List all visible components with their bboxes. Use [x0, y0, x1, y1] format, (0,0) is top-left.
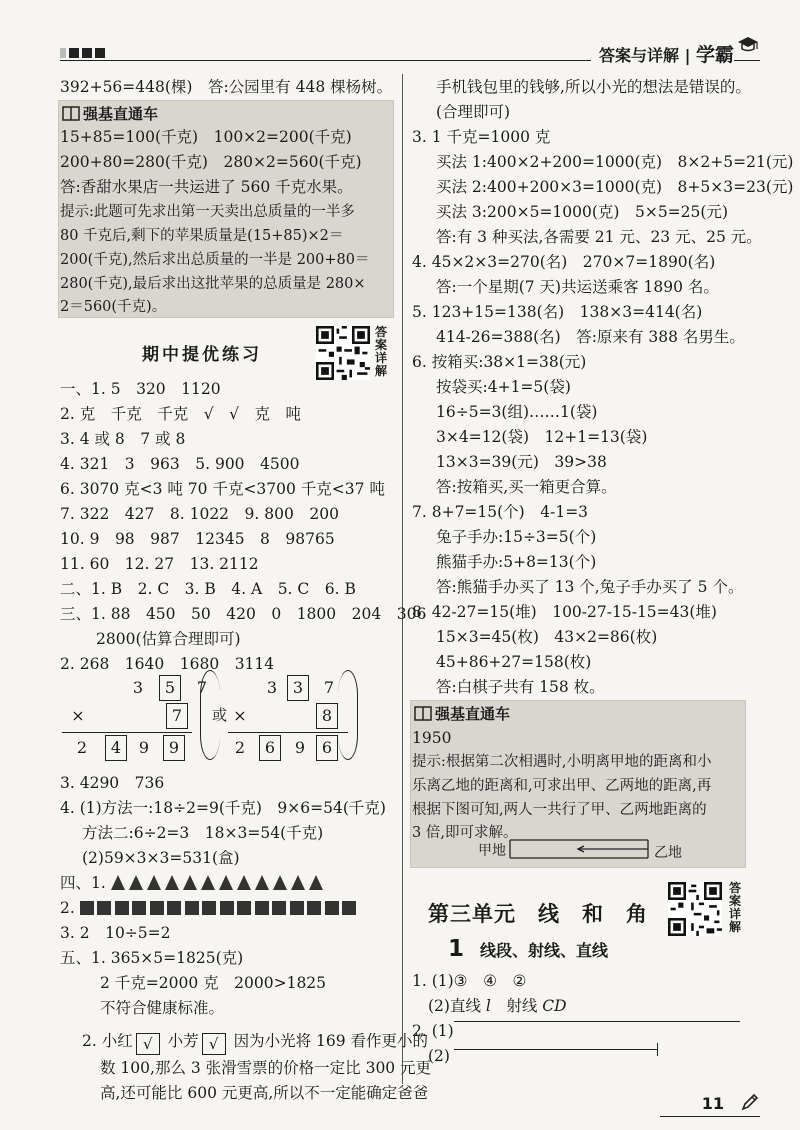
right-line-1: 手机钱包里的钱够,所以小光的想法是错误的。 [436, 78, 751, 96]
right-line-7: 答:有 3 种买法,各需要 21 元、23 元、25 元。 [436, 228, 762, 246]
mult2-result-digit: 9 [294, 738, 306, 757]
square-shape [290, 901, 304, 915]
right-line-22: 8. 42-27=15(堆) 100-27-15-15=43(堆) [412, 603, 717, 621]
square-sequence [80, 899, 360, 917]
left-box-title [62, 103, 158, 124]
mult1-sign: × [71, 706, 85, 725]
check-box-xiaohong: √ [136, 1033, 160, 1055]
right-line-8: 4. 45×2×3=270(名) 270×7=1890(名) [412, 253, 716, 271]
right-line-21: 答:熊猫手办买了 13 个,兔子手办买了 5 个。 [436, 578, 744, 596]
header-brand: 学霸 [695, 44, 734, 66]
triangle-shape [165, 875, 179, 890]
qr-side-label: 答案详解 [728, 881, 741, 934]
square-shape [237, 901, 251, 915]
or-label: 或 [212, 706, 228, 724]
mult2-result-box: 6 [259, 735, 281, 761]
squares-label: 2. [60, 899, 75, 917]
mult2-top-box: 3 [287, 675, 309, 701]
midterm-item-20: 不符合健康标准。 [100, 999, 225, 1017]
right-line-20: 熊猫手办:5+8=13(个) [436, 553, 597, 571]
book-icon [62, 106, 80, 121]
right-line-17: 答:按箱买,买一箱更合算。 [436, 478, 617, 496]
right-line-2: (合理即可) [436, 103, 511, 121]
midterm-item-4: 4. 321 3 963 5. 900 4500 [60, 455, 300, 473]
pencil-icon [740, 1092, 760, 1112]
header-title [591, 40, 734, 67]
shapes-row-squares [60, 897, 360, 919]
triangles-label: 四、1. [60, 874, 106, 892]
lesson-1-title [448, 936, 608, 962]
meeting-route-diagram [508, 836, 658, 862]
header-squares-decoration [60, 48, 105, 58]
q2-prefix: 2. 小红 [82, 1032, 133, 1050]
right-box-title-text: 强基直通车 [435, 705, 511, 723]
square-shape [272, 901, 286, 915]
left-box-line-3: 答:香甜水果店一共运进了 560 千克水果。 [60, 178, 353, 196]
square-shape [202, 901, 216, 915]
square-shape [342, 901, 356, 915]
footer-rule [660, 1116, 760, 1117]
midterm-item-17: 3. 2 10÷5=2 [60, 924, 171, 942]
mult2-result-box: 6 [316, 735, 338, 761]
midterm-item-14: 4. (1)方法一:18÷2=9(千克) 9×6=54(千克) [60, 799, 386, 817]
right-parenthesis [338, 670, 358, 760]
lesson-answer-4: (2) [428, 1047, 450, 1065]
place-b-label: 乙地 [654, 845, 682, 861]
right-box-hint-1: 提示:根据第二次相遇时,小明离甲地的距离和小 [412, 754, 712, 770]
left-box-line-1: 15+85=100(千克) 100×2=200(千克) [60, 128, 352, 146]
square-shape [97, 901, 111, 915]
midterm-item-12: 2. 268 1640 1680 3114 [60, 655, 275, 673]
midterm-item-6: 7. 322 427 8. 1022 9. 800 200 [60, 505, 339, 523]
left-box-line-2: 200+80=280(千克) 280×2=560(千克) [60, 153, 362, 171]
midterm-item-16: (2)59×3×3=531(盒) [82, 849, 240, 867]
question-2-line-1 [82, 1030, 428, 1055]
left-box-hint-1: 提示:此题可先求出第一天卖出总质量的一半多 [60, 204, 355, 220]
right-line-24: 45+86+27=158(枚) [436, 653, 592, 671]
lesson-answer-3: 2. (1) [412, 1022, 454, 1040]
qr-code-icon[interactable] [668, 882, 722, 936]
square-shape [185, 901, 199, 915]
right-box-hint-2: 乐离乙地的距离和,可求出甲、乙两地的距离,再 [412, 778, 712, 794]
square-shape [255, 901, 269, 915]
right-line-4: 买法 1:400×2+200=1000(克) 8×2+5=21(元) [436, 153, 794, 171]
line-name-l: l [485, 997, 491, 1015]
triangle-shape [237, 875, 251, 890]
triangle-sequence [111, 874, 327, 892]
q2-mid: 小芳 [167, 1032, 199, 1050]
right-box-answer: 1950 [412, 729, 452, 747]
triangle-shape [273, 875, 287, 890]
left-box-hint-4: 280(千克),最后求出这批苹果的总质量是 280× [60, 276, 366, 292]
shapes-row-triangles [60, 872, 327, 894]
unit-3-title: 第三单元 线 和 角 [428, 902, 648, 926]
mult1-result-digit: 2 [76, 738, 88, 757]
midterm-item-8: 11. 60 12. 27 13. 2112 [60, 555, 259, 573]
triangle-shape [255, 875, 269, 890]
triangle-shape [219, 875, 233, 890]
midterm-item-7: 10. 9 98 987 12345 8 98765 [60, 530, 335, 548]
square-shape [220, 901, 234, 915]
midterm-section-title: 期中提优练习 [142, 345, 262, 365]
mult1-result-box: 9 [163, 735, 185, 761]
midterm-item-3: 3. 4 或 8 7 或 8 [60, 430, 186, 448]
page-header [0, 32, 800, 72]
triangle-shape [291, 875, 305, 890]
lesson-answer-1: 1. (1)③ ④ ② [412, 972, 527, 990]
left-box-title-text: 强基直通车 [83, 105, 159, 123]
right-line-12: 6. 按箱买:38×1=38(元) [412, 353, 587, 371]
ray-drawing [454, 1049, 658, 1050]
lesson-answer-2 [428, 995, 567, 1017]
lesson-number: 1 [448, 936, 465, 962]
lesson-name: 线段、射线、直线 [480, 941, 609, 960]
triangle-shape [111, 875, 125, 890]
square-shape [80, 901, 94, 915]
triangle-shape [201, 875, 215, 890]
right-line-15: 3×4=12(袋) 12+1=13(袋) [436, 428, 648, 446]
mult1-top-digit: 7 [196, 678, 208, 697]
midterm-item-2: 2. 克 千克 千克 √ √ 克 吨 [60, 405, 301, 423]
mult2-top-digit: 7 [323, 678, 335, 697]
ray-name-cd: CD [542, 997, 567, 1015]
page-number: 11 [701, 1094, 724, 1113]
mult2-result-digit: 2 [234, 738, 246, 757]
square-shape [115, 901, 129, 915]
right-line-14: 16÷5=3(组)……1(袋) [436, 403, 598, 421]
midterm-item-10: 三、1. 88 450 50 420 0 1800 204 306 [60, 605, 427, 623]
right-line-10: 5. 123+15=138(名) 138×3=414(名) [412, 303, 703, 321]
midterm-item-5: 6. 3070 克<3 吨 70 千克<3700 千克<37 吨 [60, 480, 385, 498]
qr-code-icon[interactable] [316, 326, 370, 380]
left-box-hint-2: 80 千克后,剩下的苹果质量是(15+85)×2＝ [60, 228, 344, 244]
right-line-5: 买法 2:400+200×3=1000(克) 8+5×3=23(元) [436, 178, 794, 196]
header-separator: | [684, 46, 691, 65]
right-line-6: 买法 3:200×5=1000(克) 5×5=25(元) [436, 203, 728, 221]
right-line-16: 13×3=39(元) 39>38 [436, 453, 607, 471]
check-box-xiaofang: √ [202, 1033, 226, 1055]
column-divider [402, 74, 403, 1084]
triangle-shape [129, 875, 143, 890]
mult2-rule [228, 732, 348, 733]
triangle-shape [183, 875, 197, 890]
square-shape [132, 901, 146, 915]
square-shape [150, 901, 164, 915]
mult2-sign: × [233, 706, 247, 725]
right-line-18: 7. 8+7=15(个) 4-1=3 [412, 503, 589, 521]
place-a-label: 甲地 [478, 843, 506, 859]
answer-2-mid: 射线 [490, 997, 543, 1015]
right-line-11: 414-26=388(名) 答:原来有 388 名男生。 [436, 328, 745, 346]
mult1-top-digit: 3 [132, 678, 144, 697]
left-line-1: 392+56=448(棵) 答:公园里有 448 棵杨树。 [60, 78, 393, 96]
mult1-result-digit: 9 [138, 738, 150, 757]
midterm-item-1: 一、1. 5 320 1120 [60, 380, 221, 398]
right-line-9: 答:一个星期(7 天)共运送乘客 1890 名。 [436, 278, 719, 296]
ray-endpoint-tick [657, 1043, 658, 1056]
right-line-13: 按袋买:4+1=5(袋) [436, 378, 571, 396]
q2-suffix: 因为小光将 169 看作更小的 [233, 1032, 429, 1050]
midterm-item-19: 2 千克=2000 克 2000>1825 [100, 974, 327, 992]
right-box-hint-3: 根据下图可知,两人一共行了甲、乙两地距离的 [412, 802, 707, 818]
mult1-multiplier-box: 7 [166, 703, 188, 729]
mult1-top-box: 5 [159, 675, 181, 701]
book-icon [414, 706, 432, 721]
straight-line-drawing [454, 1021, 740, 1022]
graduation-cap-icon [736, 36, 760, 54]
square-shape [325, 901, 339, 915]
answer-2-prefix: (2)直线 [428, 997, 486, 1015]
triangle-shape [147, 875, 161, 890]
right-line-3: 3. 1 千克=1000 克 [412, 128, 551, 146]
right-box-hint-4: 3 倍,即可求解。 [412, 825, 518, 841]
midterm-item-18: 五、1. 365×5=1825(克) [60, 949, 244, 967]
question-2-line-2: 数 100,那么 3 张滑雪票的价格一定比 300 元更 [100, 1059, 432, 1077]
mult2-multiplier-box: 8 [316, 703, 338, 729]
question-2-line-3: 高,还可能比 600 元更高,所以不一定能确定爸爸 [100, 1084, 429, 1102]
midterm-item-15: 方法二:6÷2=3 18×3=54(千克) [82, 824, 324, 842]
mult2-top-digit: 3 [266, 678, 278, 697]
left-box-hint-5: 2＝560(千克)。 [60, 299, 167, 315]
right-line-23: 15×3=45(枚) 43×2=86(枚) [436, 628, 658, 646]
mult1-result-box: 4 [105, 735, 127, 761]
midterm-item-11: 2800(估算合理即可) [96, 630, 241, 648]
left-box-hint-3: 200(千克),然后求出总质量的一半是 200+80＝ [60, 252, 370, 268]
right-line-25: 答:白棋子共有 158 枚。 [436, 678, 605, 696]
square-shape [167, 901, 181, 915]
mult1-rule [62, 732, 192, 733]
triangle-shape [309, 875, 323, 890]
right-line-19: 兔子手办:15÷3=5(个) [436, 528, 597, 546]
midterm-item-13: 3. 4290 736 [60, 774, 165, 792]
square-shape [307, 901, 321, 915]
qr-side-label: 答案详解 [374, 325, 387, 378]
midterm-item-9: 二、1. B 2. C 3. B 4. A 5. C 6. B [60, 580, 356, 598]
right-box-title [414, 703, 510, 724]
header-answer-label: 答案与详解 [598, 46, 679, 65]
